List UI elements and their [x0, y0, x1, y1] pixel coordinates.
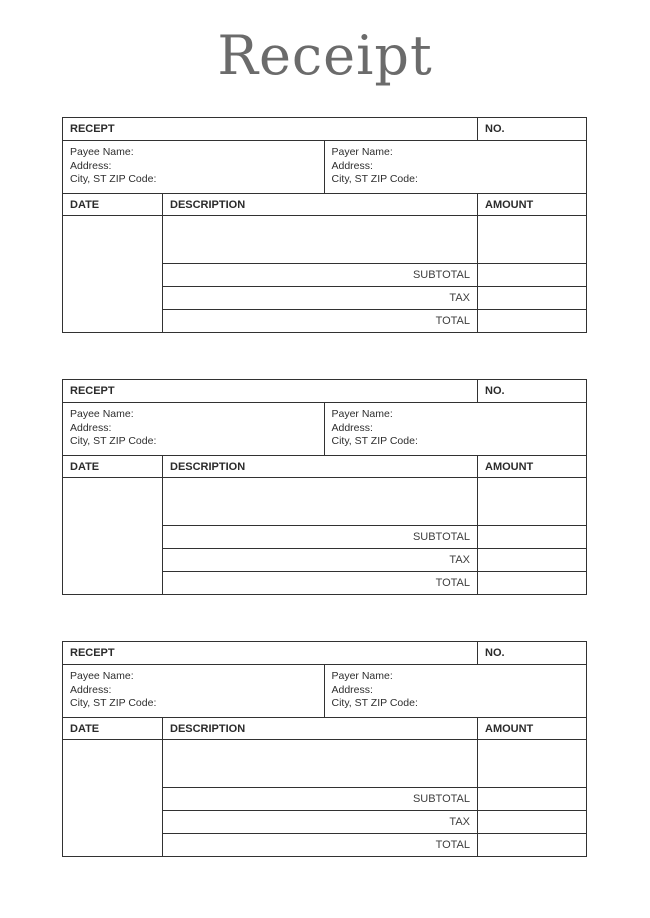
table-column-headers	[63, 193, 586, 215]
tax-row	[163, 548, 586, 571]
tax-label: TAX	[163, 287, 478, 309]
payer-address-label: Address:	[331, 421, 373, 434]
receipt-number-cell	[478, 118, 586, 140]
total-label: TOTAL	[163, 310, 478, 332]
receipt-number-label: NO.	[485, 385, 505, 397]
payer-city-label: City, ST ZIP Code:	[331, 697, 418, 709]
total-row	[163, 309, 586, 332]
date-column-header: DATE	[63, 718, 163, 739]
date-field[interactable]	[63, 478, 163, 594]
total-field[interactable]	[478, 310, 586, 332]
date-field[interactable]	[63, 740, 163, 856]
description-field[interactable]	[163, 216, 478, 263]
payer-address-label: Address:	[331, 683, 373, 696]
description-column-header: DESCRIPTION	[163, 718, 478, 739]
payee-address-label: Address:	[70, 159, 112, 172]
description-column-header: DESCRIPTION	[163, 194, 478, 215]
line-item-row	[163, 478, 586, 525]
receipt-number-field[interactable]	[505, 642, 586, 664]
tax-row	[163, 286, 586, 309]
receipt-card-3	[62, 641, 587, 857]
table-body	[63, 477, 586, 594]
parties-info-row	[63, 140, 586, 193]
payer-info-cell[interactable]	[325, 403, 587, 455]
line-item-row	[163, 740, 586, 787]
date-column-header: DATE	[63, 456, 163, 477]
payee-city-label: City, ST ZIP Code:	[70, 435, 157, 447]
payer-name-label: Payer Name:	[331, 146, 393, 158]
receipt-card-1	[62, 117, 587, 333]
payer-info-cell[interactable]	[325, 665, 587, 717]
table-body-right	[163, 216, 586, 332]
tax-row	[163, 810, 586, 833]
receipt-card-2	[62, 379, 587, 595]
tax-label: TAX	[163, 549, 478, 571]
payee-info-cell[interactable]	[63, 403, 325, 455]
subtotal-label: SUBTOTAL	[163, 788, 478, 810]
subtotal-field[interactable]	[478, 264, 586, 286]
parties-info-row	[63, 664, 586, 717]
tax-label: TAX	[163, 811, 478, 833]
payee-address-label: Address:	[70, 421, 112, 434]
receipt-number-field[interactable]	[505, 380, 586, 402]
amount-column-header: AMOUNT	[485, 722, 534, 735]
subtotal-row	[163, 525, 586, 548]
description-column-header: DESCRIPTION	[163, 456, 478, 477]
amount-column-header: AMOUNT	[485, 198, 534, 211]
receipt-header-label: RECEPT	[63, 380, 478, 402]
payee-name-label: Payee Name:	[70, 408, 134, 420]
total-label: TOTAL	[163, 572, 478, 594]
table-column-headers	[63, 455, 586, 477]
subtotal-label: SUBTOTAL	[163, 526, 478, 548]
receipt-number-label: NO.	[485, 123, 505, 135]
subtotal-field[interactable]	[478, 788, 586, 810]
amount-column-header: AMOUNT	[485, 460, 534, 473]
total-label: TOTAL	[163, 834, 478, 856]
table-body-right	[163, 740, 586, 856]
payer-name-label: Payer Name:	[331, 408, 393, 420]
receipt-number-cell	[478, 642, 586, 664]
payee-name-label: Payee Name:	[70, 146, 134, 158]
total-row	[163, 571, 586, 594]
amount-field[interactable]	[478, 740, 586, 787]
total-field[interactable]	[478, 572, 586, 594]
payee-city-label: City, ST ZIP Code:	[70, 697, 157, 709]
parties-info-row	[63, 402, 586, 455]
description-field[interactable]	[163, 478, 478, 525]
receipt-number-label: NO.	[485, 647, 505, 659]
receipt-header-row	[63, 118, 586, 140]
table-body	[63, 215, 586, 332]
receipt-header-label: RECEPT	[63, 118, 478, 140]
payee-info-cell[interactable]	[63, 665, 325, 717]
amount-field[interactable]	[478, 216, 586, 263]
total-field[interactable]	[478, 834, 586, 856]
amount-field[interactable]	[478, 478, 586, 525]
payer-name-label: Payer Name:	[331, 670, 393, 682]
tax-field[interactable]	[478, 811, 586, 833]
subtotal-label: SUBTOTAL	[163, 264, 478, 286]
payee-name-label: Payee Name:	[70, 670, 134, 682]
description-field[interactable]	[163, 740, 478, 787]
line-item-row	[163, 216, 586, 263]
date-column-header: DATE	[63, 194, 163, 215]
receipt-header-label: RECEPT	[63, 642, 478, 664]
payer-info-cell[interactable]	[325, 141, 587, 193]
payee-address-label: Address:	[70, 683, 112, 696]
tax-field[interactable]	[478, 287, 586, 309]
receipt-number-field[interactable]	[505, 118, 586, 140]
date-field[interactable]	[63, 216, 163, 332]
table-body	[63, 739, 586, 856]
total-row	[163, 833, 586, 856]
payer-city-label: City, ST ZIP Code:	[331, 173, 418, 185]
receipt-header-row	[63, 380, 586, 402]
payer-address-label: Address:	[331, 159, 373, 172]
payee-city-label: City, ST ZIP Code:	[70, 173, 157, 185]
tax-field[interactable]	[478, 549, 586, 571]
page-title: Receipt	[217, 24, 433, 87]
payer-city-label: City, ST ZIP Code:	[331, 435, 418, 447]
receipt-header-row	[63, 642, 586, 664]
payee-info-cell[interactable]	[63, 141, 325, 193]
subtotal-row	[163, 787, 586, 810]
subtotal-row	[163, 263, 586, 286]
receipt-number-cell	[478, 380, 586, 402]
subtotal-field[interactable]	[478, 526, 586, 548]
table-body-right	[163, 478, 586, 594]
table-column-headers	[63, 717, 586, 739]
